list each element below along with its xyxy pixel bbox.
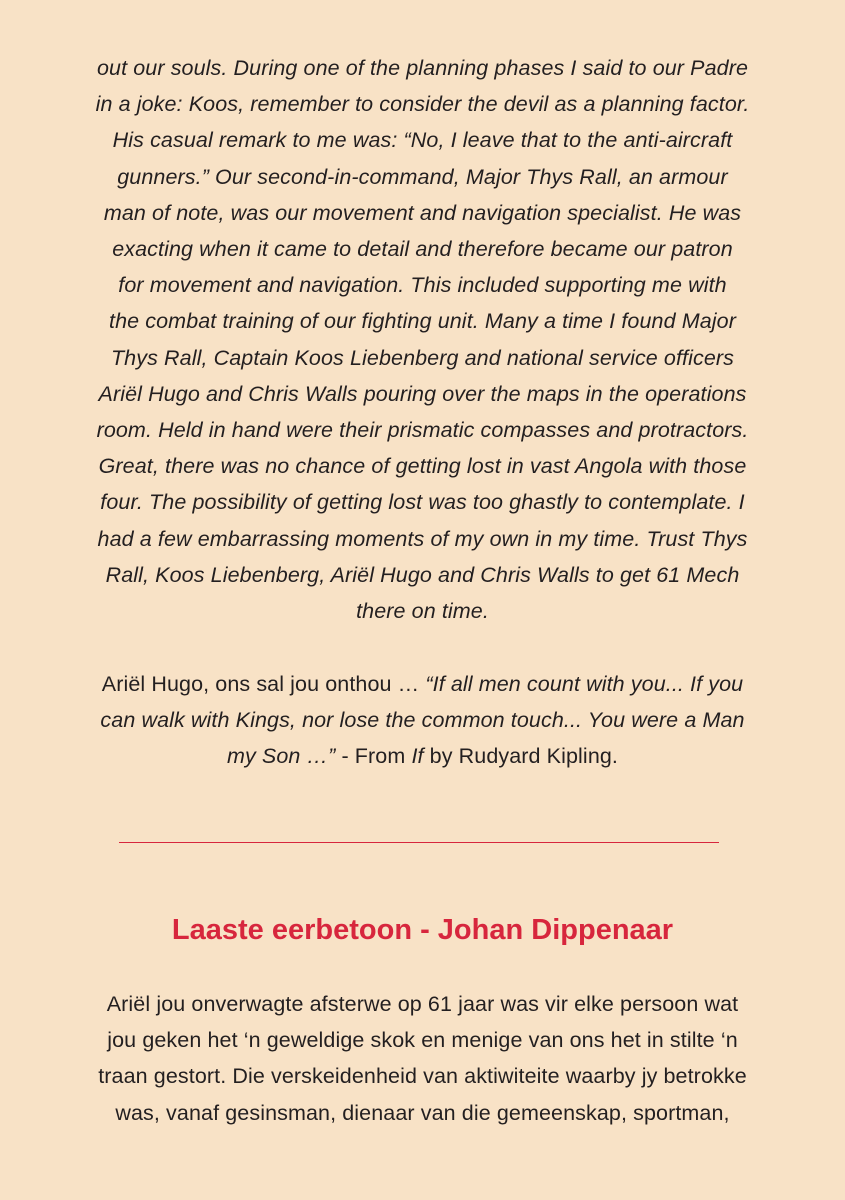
text-line: was, vanaf gesinsman, dienaar van die gemeenskap, sportman, [115,1100,730,1125]
section-divider [119,842,719,843]
text-line: Ariël Hugo and Chris Walls pouring over the maps in the operations [98,381,747,406]
text-line: jou geken het ‘n geweldige skok en menige van ons het in stilte ‘n [107,1028,738,1053]
text-line: man of note, was our movement and navigation specialist. He was [103,200,742,225]
passage-planning-navigation [40,50,805,629]
section-heading: Laaste eerbetoon - Johan Dippenaar [171,914,674,946]
poem-title: If [411,744,424,769]
text-line: gunners.” Our second-in-command, Major Thys Rall, an armour [117,164,728,189]
text-line: room. Held in hand were their prismatic compasses and protractors. [96,418,749,443]
quote-line-2: can walk with Kings, nor lose the common touch... You were a Man [100,708,745,733]
text-line: the combat training of our fighting unit. Many a time I found Major [109,309,736,334]
quote-line-3 [40,738,805,774]
quote-text-end: my Son …” [226,744,336,769]
text-line: for movement and navigation. This included supporting me with [118,273,727,298]
text-line: four. The possibility of getting lost was too ghastly to contemplate. I [100,490,745,515]
text-line: Great, there was no chance of getting lost in vast Angola with those [98,454,747,479]
kipling-tribute-quote [40,666,805,775]
text-line: Ariël jou onverwagte afsterwe op 61 jaar was vir elke persoon wat [106,992,739,1016]
text-line: had a few embarrassing moments of my own in my time. Trust Thys [97,526,748,551]
quote-text: “If all men count with you... If you [425,672,744,696]
passage-afrikaans-tribute [40,986,805,1131]
text-line: there on time. [356,599,489,624]
text-line: His casual remark to me was: “No, I leave that to the anti-aircraft [112,128,733,153]
quote-intro: Ariël Hugo, ons sal jou onthou … [101,672,426,696]
text-line: Thys Rall, Captain Koos Liebenberg and national service officers [110,345,735,370]
text-line: traan gestort. Die verskeidenheid van aktiwiteite waarby jy betrokke [98,1064,747,1089]
text-line: exacting when it came to detail and therefore became our patron [112,237,733,262]
text-line: out our souls. During one of the planning phases I said to our Padre [96,56,749,80]
text-line: in a joke: Koos, remember to consider the devil as a planning factor. [95,92,750,117]
quote-attribution: - From [335,744,412,769]
quote-line-1 [40,666,805,702]
text-line: Rall, Koos Liebenberg, Ariël Hugo and Chris Walls to get 61 Mech [105,562,740,587]
poem-author: by Rudyard Kipling. [423,744,619,769]
